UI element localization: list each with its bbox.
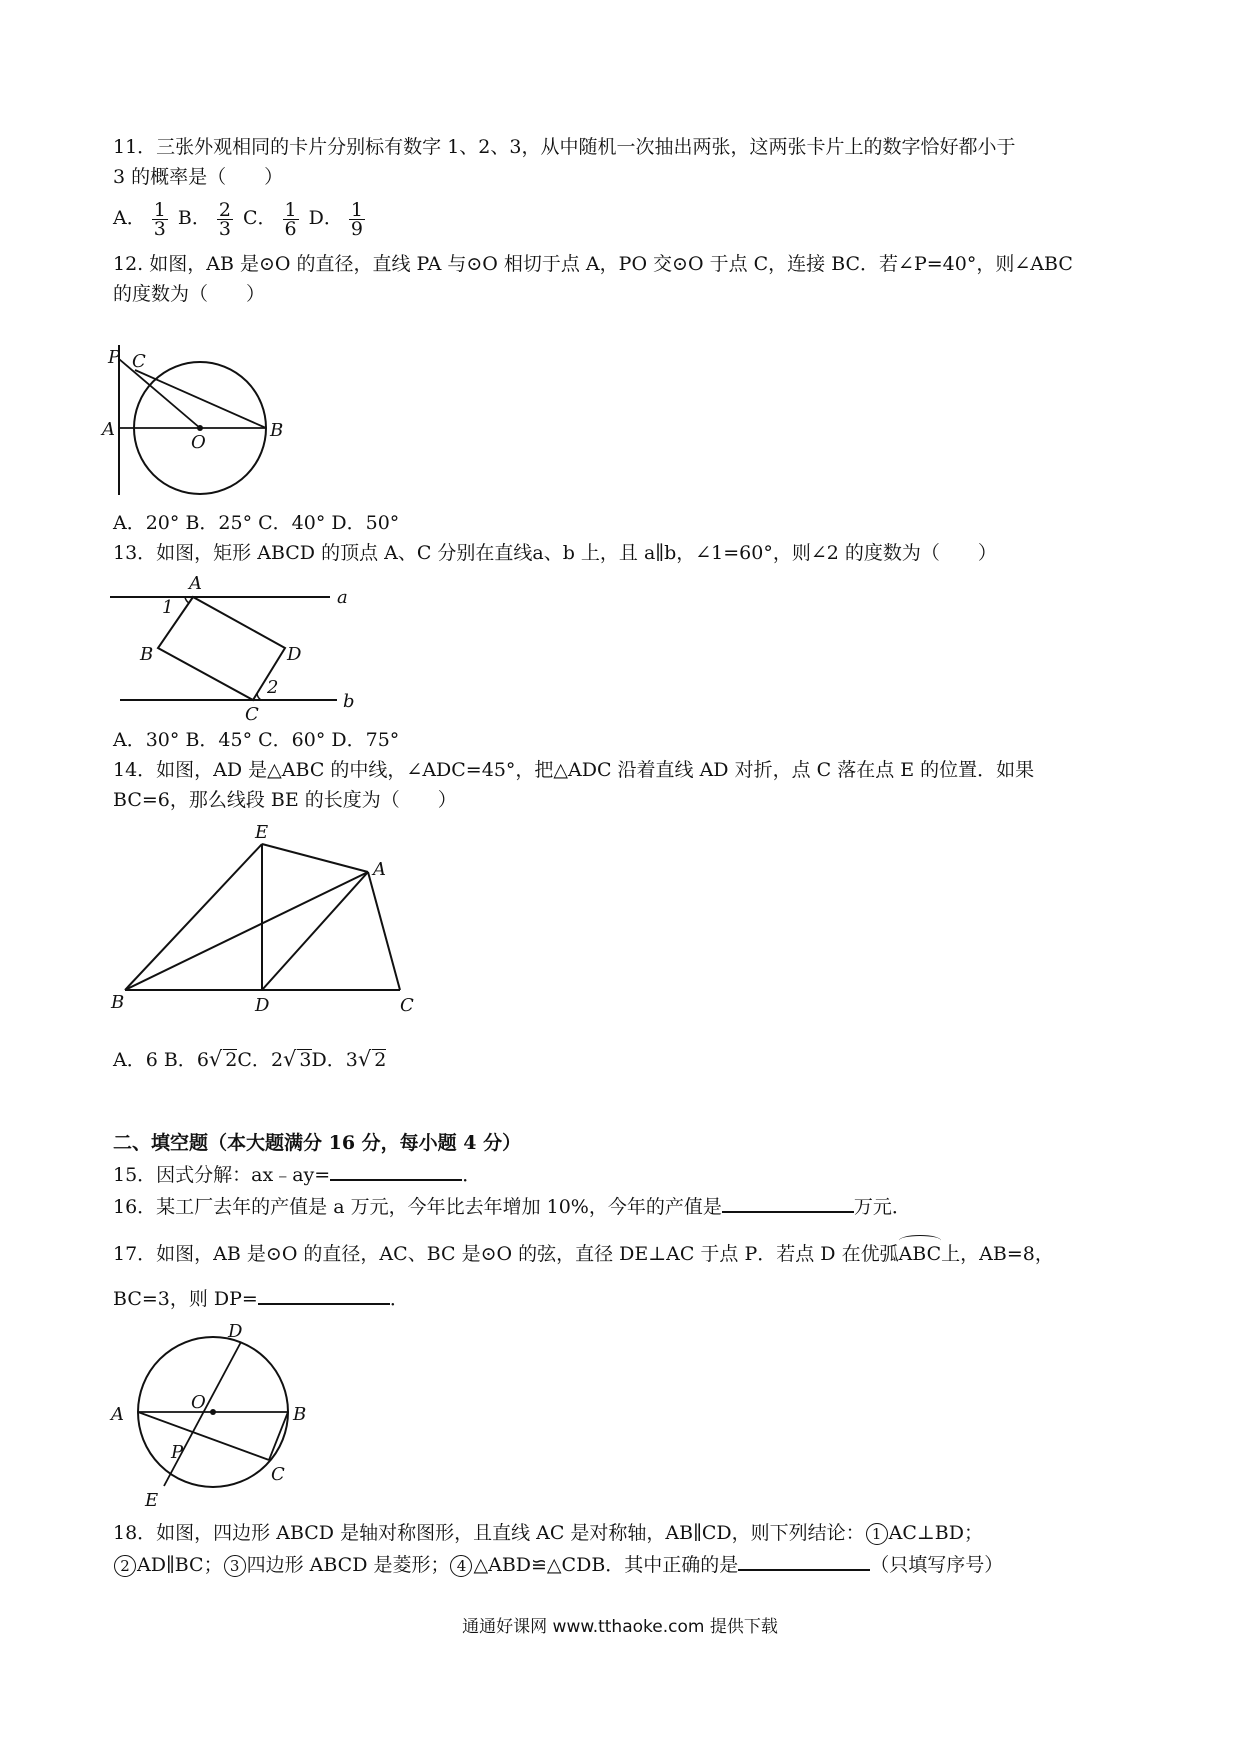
q11-line1: 11．三张外观相同的卡片分别标有数字 1、2、3，从中随机一次抽出两张，这两张卡片上的数字恰好都小于 (113, 136, 1016, 158)
q14-label-a: A (373, 859, 386, 880)
q14-answer-a: A．6 B． (113, 1049, 197, 1071)
q14-answer-d-radicand: 2 (374, 1049, 387, 1071)
q17-text-a: 17．如图，AB 是⊙O 的直径，AC、BC 是⊙O 的弦，直径 DE⊥AC 于点 P．若点 D 在优弧 (113, 1243, 899, 1265)
q16-answer-blank[interactable] (722, 1193, 854, 1213)
q17-text-c: BC=3，则 DP= (113, 1288, 258, 1310)
q14-answer-d-coef: 3 (345, 1049, 358, 1071)
q13-figure (105, 575, 365, 725)
footer-source: 通通好课网 www.tthaoke.com 提供下载 (462, 1617, 778, 1637)
q18-line2 (113, 1551, 1003, 1578)
q12-label-b: B (270, 420, 284, 441)
q18-item-2: AD∥BC； (137, 1554, 223, 1576)
q17-label-p: P (171, 1442, 184, 1463)
q17-line2 (113, 1285, 409, 1312)
q13-label-line-a: a (337, 587, 348, 608)
q16-text: 16．某工厂去年的产值是 a 万元，今年比去年增加 10%，今年的产值是 (113, 1196, 722, 1218)
q12-label-o: O (191, 432, 206, 453)
q18-end: （只填写序号） (870, 1554, 1004, 1576)
q16 (113, 1193, 911, 1220)
q11-option-b-label: B． (177, 207, 211, 229)
q15-end: ． (462, 1164, 482, 1186)
q12-label-a: A (102, 419, 115, 440)
q18-text: 18．如图，四边形 ABCD 是轴对称图形，且直线 AC 是对称轴，AB∥CD，则下列结论： (113, 1522, 865, 1544)
q18-circled-4: 4 (450, 1555, 472, 1577)
q14-answer-c-label: C． (237, 1049, 271, 1071)
q17-label-a: A (111, 1404, 124, 1425)
q17-arc-abc: ABC (898, 1243, 942, 1265)
q14-figure (105, 822, 425, 1016)
q17-line1 (113, 1241, 1054, 1267)
q13-label-a: A (189, 573, 202, 594)
q18-item-3: 四边形 ABCD 是菱形； (246, 1554, 450, 1576)
q18-line1 (113, 1520, 983, 1546)
q14-answer-b-coef: 6 (196, 1049, 209, 1071)
q16-end: 万元． (853, 1196, 911, 1218)
q17-label-d: D (228, 1321, 243, 1342)
q11-line2: 3 的概率是（ ） (113, 166, 284, 188)
q14-line1: 14．如图，AD 是△ABC 的中线，∠ADC=45°，把△ADC 沿着直线 AD 对折，点 C 落在点 E 的位置．如果 (113, 759, 1035, 781)
q13-label-line-b: b (343, 691, 355, 712)
q11-option-a-fraction: $\frac{1}{3}$ (153, 198, 166, 240)
q18-circled-2: 2 (114, 1555, 136, 1577)
q13-label-angle-2: 2 (267, 677, 279, 698)
q11-option-c-label: C． (242, 207, 277, 229)
q15 (113, 1161, 481, 1188)
q12-figure (100, 345, 290, 505)
q13-line1: 13．如图，矩形 ABCD 的顶点 A、C 分别在直线a、b 上，且 a∥b，∠1=60°，则∠2 的度数为（ ） (113, 542, 997, 564)
q15-answer-blank[interactable] (330, 1161, 462, 1181)
q13-answers: A．30° B．45° C．60° D．75° (113, 729, 400, 751)
q13-label-angle-1: 1 (162, 597, 174, 618)
q11-option-d-fraction: $\frac{1}{9}$ (350, 198, 363, 240)
q13-label-b: B (140, 644, 154, 665)
q17-label-o: O (191, 1392, 206, 1413)
q11-options (113, 196, 369, 240)
q14-label-b: B (111, 992, 125, 1013)
q14-answer-b-radicand: 2 (225, 1049, 238, 1071)
q11-option-c-fraction: $\frac{1}{6}$ (284, 198, 297, 240)
q12-line1: 12. 如图，AB 是⊙O 的直径，直线 PA 与⊙O 相切于点 A，PO 交⊙O 于点 C，连接 BC．若∠P=40°，则∠ABC (113, 253, 1073, 275)
q14-label-e: E (255, 822, 269, 843)
q15-text: 15．因式分解：ax﹣ay= (113, 1164, 331, 1186)
q13-label-c: C (245, 704, 259, 725)
q17-label-c: C (271, 1464, 285, 1485)
q14-answer-d-label: D． (311, 1049, 346, 1071)
q18-circled-3: 3 (224, 1555, 246, 1577)
q14-label-c: C (400, 995, 414, 1016)
q13-label-d: D (287, 644, 302, 665)
q18-answer-blank[interactable] (738, 1551, 870, 1571)
q18-item-1: AC⊥BD； (888, 1522, 983, 1544)
q12-answers: A．20° B．25° C．40° D．50° (113, 512, 400, 534)
q17-answer-blank[interactable] (258, 1285, 390, 1305)
q14-answer-c-radicand: 3 (299, 1049, 312, 1071)
q17-figure (105, 1320, 325, 1510)
q17-label-e: E (145, 1490, 159, 1511)
q12-label-c: C (132, 351, 146, 372)
q11-option-b-fraction: $\frac{2}{3}$ (218, 198, 231, 240)
q18-circled-1: 1 (866, 1523, 888, 1545)
q14-line2: BC=6，那么线段 BE 的长度为（ ） (113, 789, 457, 811)
q17-end: ． (389, 1288, 409, 1310)
section-fill-in-blank-title: 二、填空题（本大题满分 16 分，每小题 4 分） (113, 1132, 522, 1154)
q17-label-b: B (293, 1404, 307, 1425)
q12-label-p: P (108, 347, 121, 368)
q18-item-4: △ABD≌△CDB．其中正确的是 (473, 1554, 739, 1576)
q14-answer-c-coef: 2 (270, 1049, 284, 1071)
q11-option-d-label: D． (308, 207, 343, 229)
q14-label-d: D (255, 995, 270, 1016)
q12-line2: 的度数为（ ） (113, 283, 266, 305)
q11-option-a-label: A． (113, 207, 146, 229)
q14-answers: A．6 B．6√ 2C．2√ 3D．3√ 2 (113, 1047, 387, 1071)
q17-text-b: 上，AB=8， (941, 1243, 1054, 1265)
